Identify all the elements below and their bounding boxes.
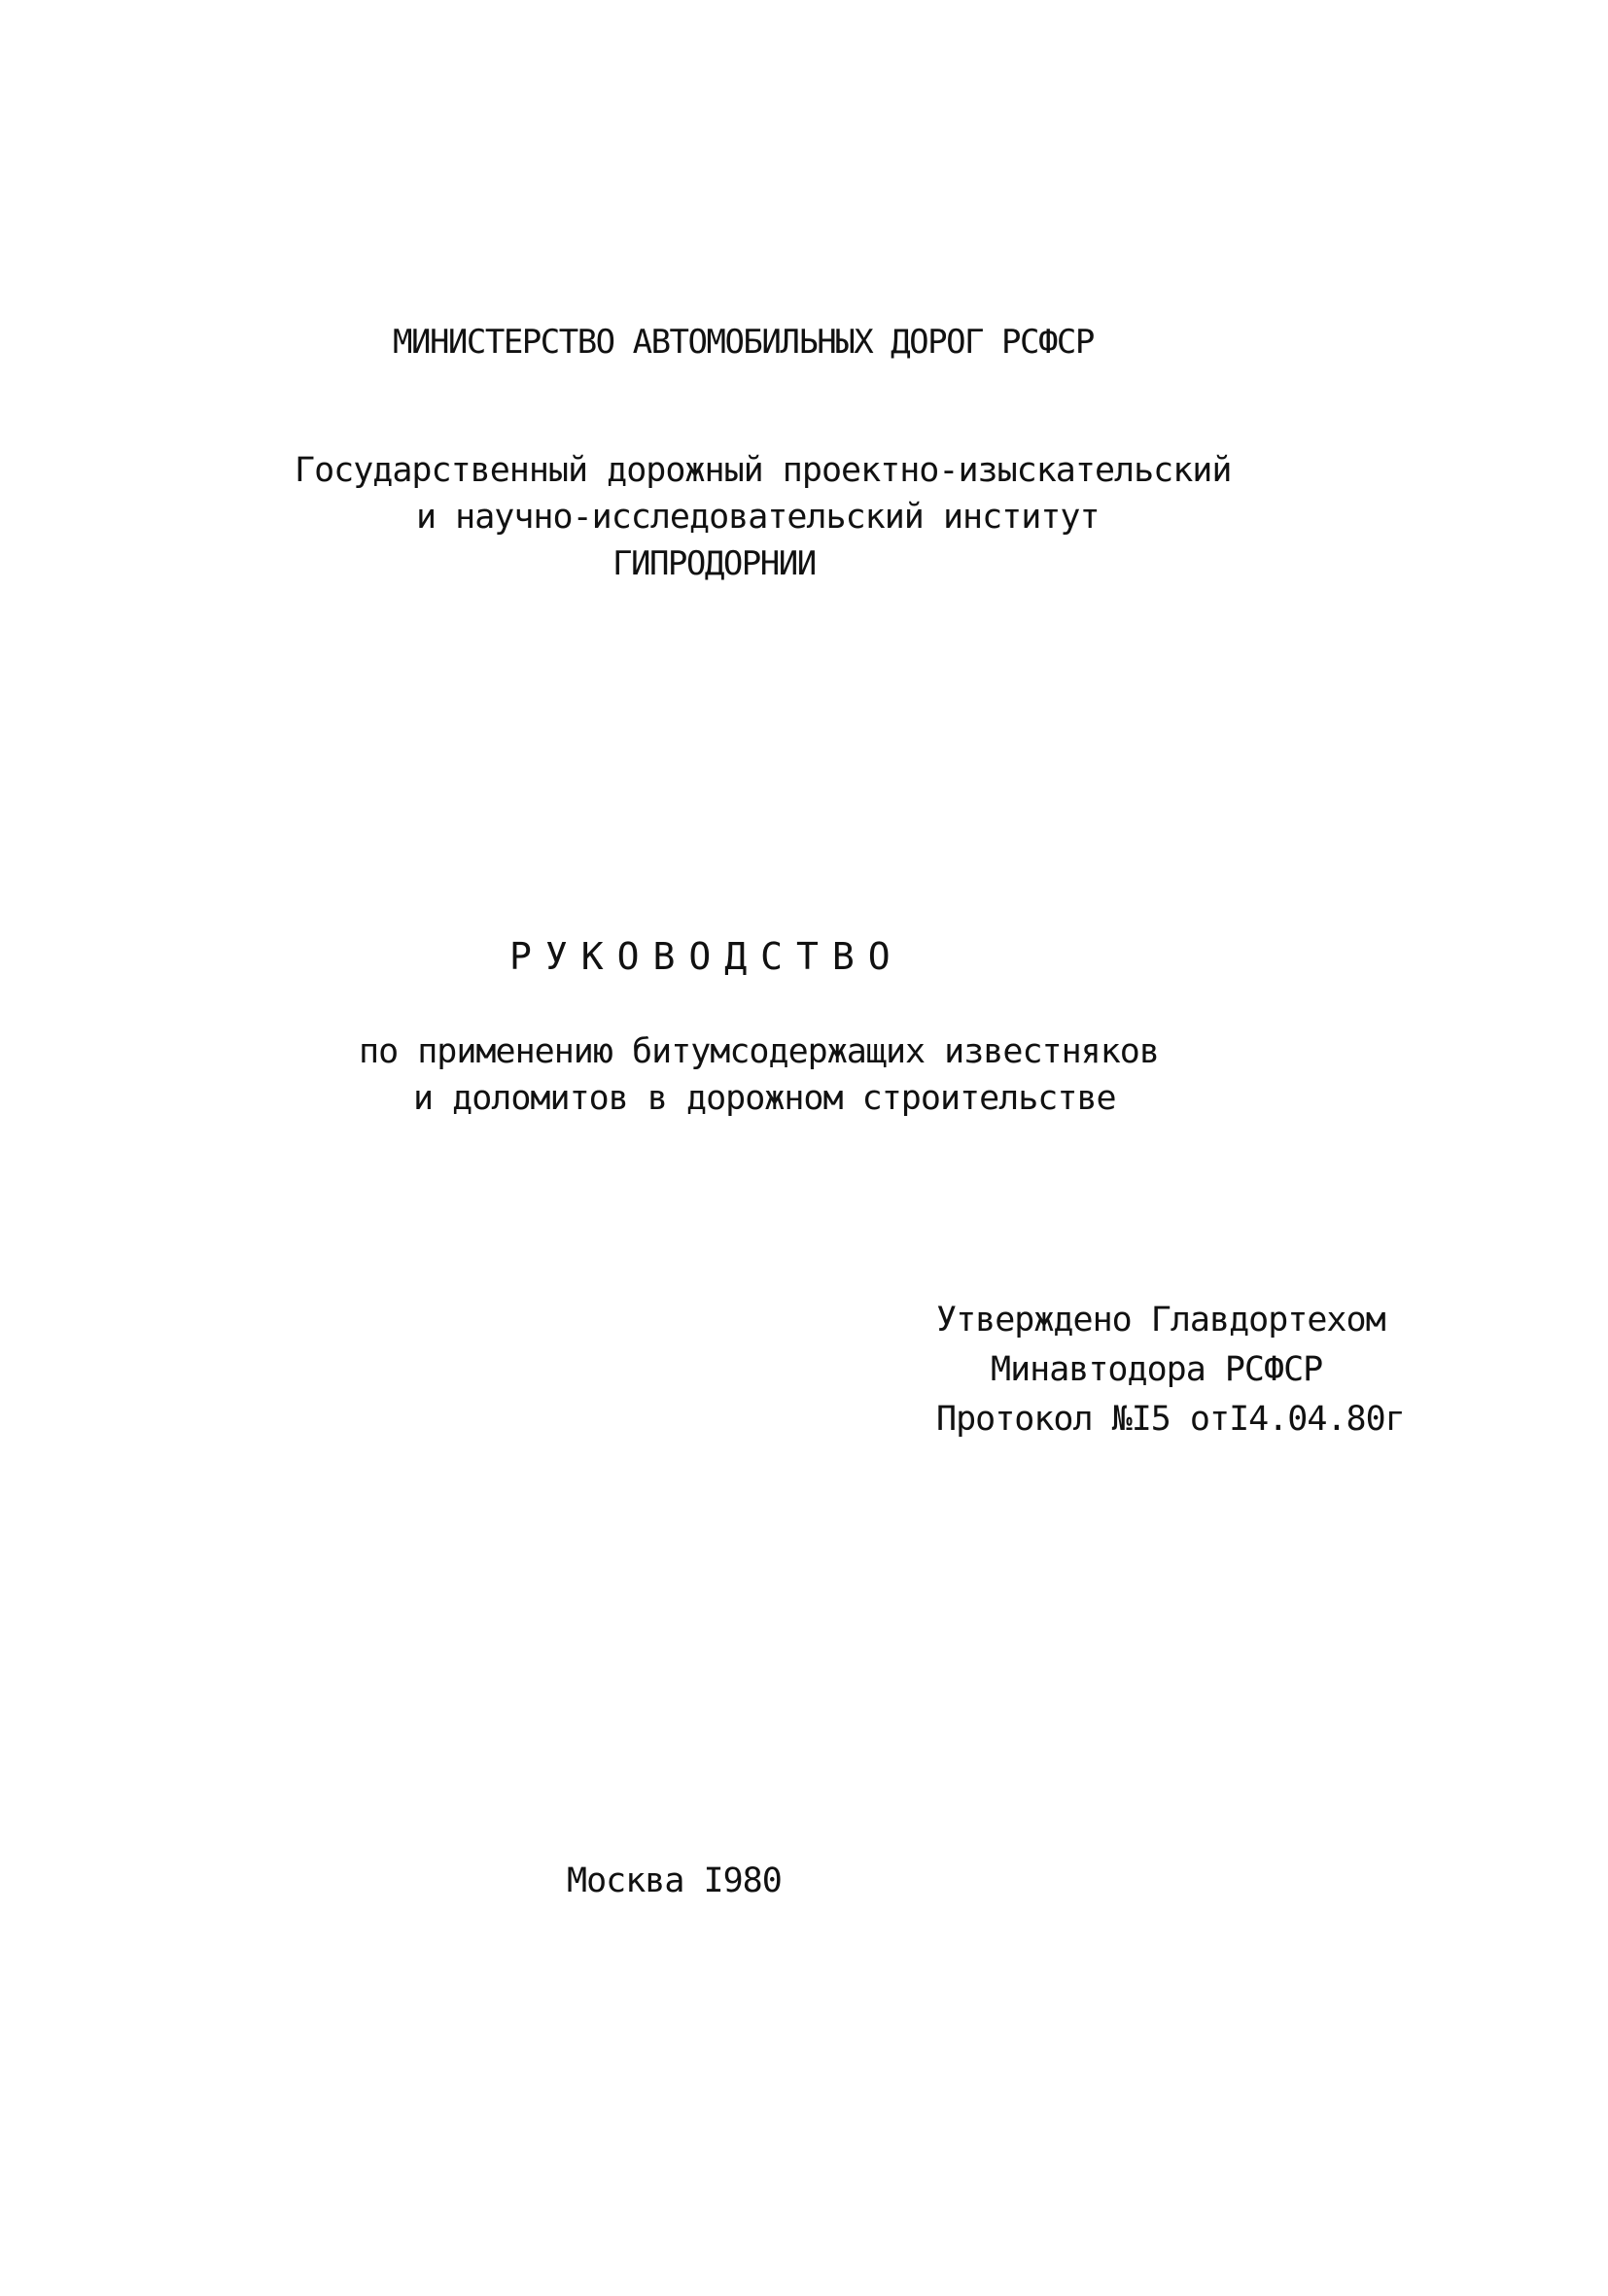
subtitle-line-2: и доломитов в дорожном строительстве <box>413 1079 1116 1118</box>
institute-line-1: Государственный дорожный проектно-изыскательский <box>295 451 1232 490</box>
document-title: РУКОВОДСТВО <box>509 935 904 978</box>
place-year: Москва I980 <box>567 1861 782 1900</box>
institute-name: ГИПРОДОРНИИ <box>612 544 816 583</box>
approval-line-2: Минавтодора РСФСР <box>991 1350 1323 1389</box>
ministry-heading: МИНИСТЕРСТВО АВТОМОБИЛЬНЫХ ДОРОГ РСФСР <box>393 323 1094 362</box>
approval-line-3: Протокол №I5 отI4.04.80г <box>936 1400 1405 1439</box>
institute-line-2: и научно-исследовательский институт <box>416 498 1100 537</box>
subtitle-line-1: по применению битумсодержащих известняков <box>359 1032 1159 1071</box>
approval-line-1: Утверждено Главдортехом <box>936 1301 1385 1339</box>
